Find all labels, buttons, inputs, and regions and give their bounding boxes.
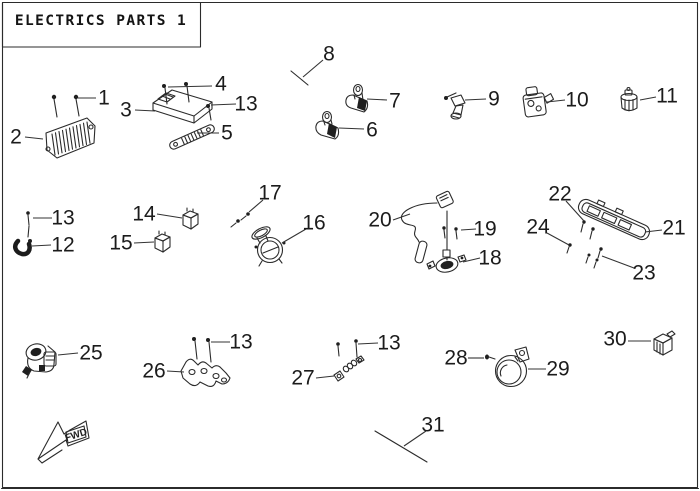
callout-label-19-19: 19 — [473, 217, 497, 241]
callout-label-31-33: 31 — [421, 413, 445, 437]
instrument-cluster-drawing-part21 — [576, 194, 653, 242]
callout-label-6-8: 6 — [366, 118, 378, 142]
callout-label-13-27: 13 — [229, 330, 253, 354]
rubber-elbow-drawing-part12 — [15, 239, 32, 254]
callout-label-30-32: 30 — [603, 327, 627, 351]
callout-leader-31-33 — [404, 431, 426, 446]
callout-label-18-20: 18 — [478, 246, 502, 270]
callout-label-24-22: 24 — [526, 215, 550, 239]
callout-leader-21-23 — [645, 230, 662, 232]
callout-label-9-9: 9 — [488, 87, 500, 111]
callout-label-3-2: 3 — [120, 98, 132, 122]
callout-leader-16-17 — [282, 229, 306, 243]
callout-leader-9-9 — [465, 99, 486, 100]
relay-drawing-part30 — [654, 331, 675, 355]
callout-leader-4-3 — [168, 86, 212, 87]
bolt-drawing-part28 — [485, 355, 495, 360]
callout-label-20-18: 20 — [368, 208, 392, 232]
accessory-socket-drawing-part16 — [250, 224, 285, 266]
callout-label-26-26: 26 — [142, 359, 166, 383]
ignition-switch-drawing-part25 — [22, 342, 56, 378]
callout-leader-23-24 — [602, 256, 634, 268]
callout-leader-25-25 — [58, 353, 78, 355]
callout-label-10-10: 10 — [565, 88, 589, 112]
callout-leader-17-16 — [249, 200, 263, 212]
callout-leader-15-15 — [134, 242, 154, 243]
voltage-regulator-drawing-part2 — [46, 118, 95, 158]
screw-pair-drawing-part13c — [192, 337, 211, 362]
contact-bracket-drawing-part27 — [334, 356, 364, 381]
callout-leader-19-19 — [461, 229, 476, 230]
bolt-pair-drawing-part4 — [162, 82, 189, 104]
relay-drawing-part15 — [155, 231, 170, 252]
spark-plug-cable-drawing-part20 — [401, 191, 453, 264]
screw-cluster-drawing-part22-23-24 — [567, 220, 603, 268]
callout-label-27-28: 27 — [291, 366, 315, 390]
callout-label-23-24: 23 — [632, 261, 656, 285]
cdi-unit-drawing-part3 — [153, 90, 212, 123]
callout-label-28-30: 28 — [444, 346, 468, 370]
fwd-arrow — [38, 421, 89, 463]
callout-label-16-17: 16 — [302, 211, 326, 235]
page-title: ELECTRICS PARTS 1 — [14, 13, 188, 29]
horn-drawing-part29 — [496, 347, 530, 387]
callout-label-17-16: 17 — [258, 181, 282, 205]
sensor-drawing-part6 — [316, 112, 339, 140]
callout-label-5-5: 5 — [221, 121, 233, 145]
bolt-pair-drawing-part1 — [52, 95, 79, 117]
callout-label-15-15: 15 — [109, 231, 133, 255]
callout-leader-8-6 — [303, 60, 323, 77]
page-border — [3, 3, 698, 488]
callout-label-22-21: 22 — [548, 182, 572, 206]
callout-label-4-3: 4 — [215, 72, 227, 96]
callout-label-2-1: 2 — [10, 125, 22, 149]
fwd-arrow-label: FWD — [63, 426, 89, 445]
cap-drawing-part11 — [621, 88, 637, 112]
callout-label-11-11: 11 — [656, 84, 678, 108]
screw-pair-drawing-part17 — [231, 212, 250, 227]
callout-label-8-6: 8 — [323, 42, 335, 66]
callout-leader-12-13 — [32, 245, 51, 246]
callout-label-13-4: 13 — [234, 92, 258, 116]
screw-drawing-part13b — [26, 211, 30, 237]
callout-label-13-12: 13 — [51, 206, 75, 230]
callout-leader-13-29 — [358, 343, 378, 344]
callout-leader-24-22 — [547, 233, 569, 245]
callout-label-21-23: 21 — [662, 216, 686, 240]
callout-leader-3-2 — [135, 110, 155, 111]
callout-leader-7-7 — [367, 99, 387, 100]
mount-bracket-drawing-part26 — [181, 359, 230, 386]
callout-label-13-29: 13 — [377, 331, 401, 355]
callout-label-1-0: 1 — [98, 86, 110, 110]
switch-drawing-part9 — [444, 93, 465, 119]
screw-pair-drawing-part19 — [442, 226, 457, 239]
screw-pair-drawing-part13d — [336, 339, 358, 357]
callout-leader-13-4 — [211, 104, 236, 105]
callout-leader-27-28 — [316, 376, 334, 378]
callout-label-12-13: 12 — [51, 233, 75, 257]
callout-leader-6-8 — [339, 128, 364, 129]
sensor-drawing-part7 — [346, 85, 368, 113]
callout-label-25-25: 25 — [79, 341, 103, 365]
callout-label-7-7: 7 — [389, 89, 401, 113]
relay-drawing-part14 — [183, 208, 198, 229]
pin-drawing-part8 — [291, 71, 308, 85]
callout-leader-14-14 — [157, 214, 182, 218]
handlebar-switch-drawing-part10 — [522, 84, 556, 117]
bracket-strip-drawing-part5 — [168, 124, 215, 151]
ignition-coil-drawing-part18 — [427, 250, 466, 274]
callout-leader-2-1 — [25, 137, 43, 139]
callout-leader-22-21 — [566, 201, 584, 221]
callout-label-14-14: 14 — [132, 202, 156, 226]
callout-label-29-31: 29 — [546, 357, 570, 381]
callout-leader-11-11 — [640, 97, 656, 100]
